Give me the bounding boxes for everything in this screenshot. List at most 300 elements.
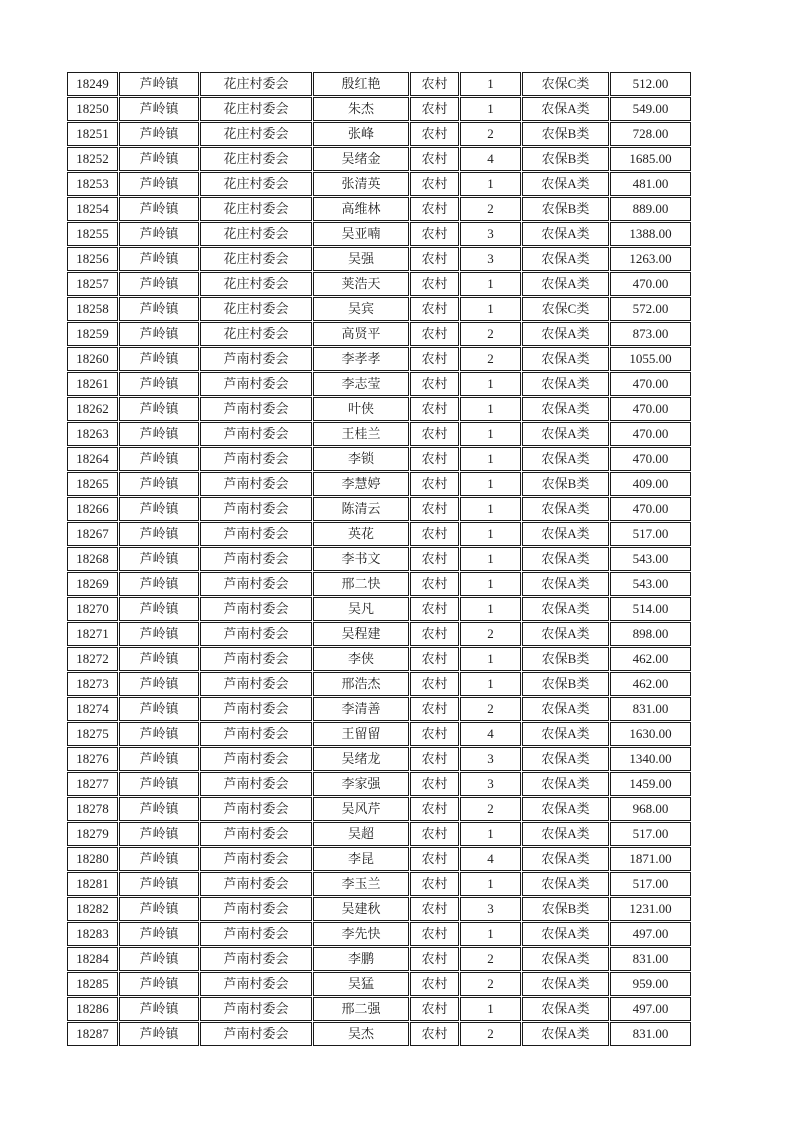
cell-village: 芦南村委会: [200, 447, 312, 471]
table-row: [67, 472, 691, 496]
table-row: [67, 697, 691, 721]
cell-name: 邢二快: [313, 572, 409, 596]
cell-name: 朱杰: [313, 97, 409, 121]
cell-name: 吴风芹: [313, 797, 409, 821]
table-row: [67, 172, 691, 196]
cell-town: 芦岭镇: [119, 297, 199, 321]
cell-name: 吴绪龙: [313, 747, 409, 771]
cell-amount: 470.00: [610, 397, 691, 421]
cell-count: 1: [460, 397, 521, 421]
cell-type: 农村: [410, 697, 459, 721]
cell-amount: 1388.00: [610, 222, 691, 246]
cell-id: 18262: [67, 397, 118, 421]
cell-type: 农村: [410, 172, 459, 196]
cell-id: 18283: [67, 922, 118, 946]
cell-id: 18280: [67, 847, 118, 871]
table-row: [67, 97, 691, 121]
cell-name: 李锁: [313, 447, 409, 471]
table-row: [67, 297, 691, 321]
cell-village: 芦南村委会: [200, 572, 312, 596]
table-row: [67, 197, 691, 221]
table-row: [67, 372, 691, 396]
cell-town: 芦岭镇: [119, 772, 199, 796]
cell-village: 芦南村委会: [200, 872, 312, 896]
cell-category: 农保A类: [522, 772, 609, 796]
cell-town: 芦岭镇: [119, 1022, 199, 1046]
cell-amount: 543.00: [610, 547, 691, 571]
cell-type: 农村: [410, 397, 459, 421]
cell-amount: 898.00: [610, 622, 691, 646]
cell-count: 1: [460, 597, 521, 621]
cell-name: 殷红艳: [313, 72, 409, 96]
cell-town: 芦岭镇: [119, 922, 199, 946]
table-row: [67, 847, 691, 871]
cell-name: 吴绪金: [313, 147, 409, 171]
cell-category: 农保A类: [522, 347, 609, 371]
cell-id: 18279: [67, 822, 118, 846]
cell-type: 农村: [410, 647, 459, 671]
table-row: [67, 397, 691, 421]
cell-type: 农村: [410, 922, 459, 946]
cell-type: 农村: [410, 147, 459, 171]
cell-id: 18257: [67, 272, 118, 296]
cell-amount: 517.00: [610, 522, 691, 546]
cell-name: 英花: [313, 522, 409, 546]
cell-town: 芦岭镇: [119, 147, 199, 171]
cell-village: 花庄村委会: [200, 197, 312, 221]
cell-amount: 512.00: [610, 72, 691, 96]
cell-id: 18250: [67, 97, 118, 121]
table-row: [67, 447, 691, 471]
cell-town: 芦岭镇: [119, 172, 199, 196]
cell-town: 芦岭镇: [119, 272, 199, 296]
table-body: [67, 72, 691, 1046]
cell-amount: 831.00: [610, 947, 691, 971]
cell-type: 农村: [410, 747, 459, 771]
cell-category: 农保A类: [522, 522, 609, 546]
cell-count: 2: [460, 947, 521, 971]
cell-amount: 1263.00: [610, 247, 691, 271]
cell-amount: 831.00: [610, 1022, 691, 1046]
cell-type: 农村: [410, 522, 459, 546]
cell-count: 1: [460, 872, 521, 896]
cell-category: 农保A类: [522, 1022, 609, 1046]
cell-town: 芦岭镇: [119, 322, 199, 346]
cell-category: 农保A类: [522, 272, 609, 296]
benefit-roster-table: [66, 71, 692, 1047]
cell-village: 花庄村委会: [200, 97, 312, 121]
cell-name: 李家强: [313, 772, 409, 796]
cell-village: 芦南村委会: [200, 422, 312, 446]
cell-amount: 572.00: [610, 297, 691, 321]
cell-village: 花庄村委会: [200, 72, 312, 96]
table-row: [67, 722, 691, 746]
cell-village: 花庄村委会: [200, 272, 312, 296]
cell-name: 张峰: [313, 122, 409, 146]
cell-name: 李书文: [313, 547, 409, 571]
table-row: [67, 247, 691, 271]
cell-village: 芦南村委会: [200, 347, 312, 371]
table-row: [67, 622, 691, 646]
cell-count: 2: [460, 347, 521, 371]
cell-count: 1: [460, 372, 521, 396]
cell-town: 芦岭镇: [119, 397, 199, 421]
cell-village: 花庄村委会: [200, 122, 312, 146]
cell-count: 1: [460, 272, 521, 296]
cell-town: 芦岭镇: [119, 222, 199, 246]
cell-type: 农村: [410, 947, 459, 971]
cell-category: 农保A类: [522, 972, 609, 996]
cell-name: 李慧婷: [313, 472, 409, 496]
cell-count: 1: [460, 547, 521, 571]
cell-town: 芦岭镇: [119, 422, 199, 446]
cell-amount: 514.00: [610, 597, 691, 621]
cell-type: 农村: [410, 97, 459, 121]
cell-category: 农保A类: [522, 247, 609, 271]
table-row: [67, 547, 691, 571]
cell-type: 农村: [410, 672, 459, 696]
cell-town: 芦岭镇: [119, 97, 199, 121]
cell-amount: 549.00: [610, 97, 691, 121]
cell-village: 芦南村委会: [200, 922, 312, 946]
cell-category: 农保A类: [522, 597, 609, 621]
cell-town: 芦岭镇: [119, 897, 199, 921]
cell-id: 18252: [67, 147, 118, 171]
cell-category: 农保B类: [522, 897, 609, 921]
cell-name: 李先快: [313, 922, 409, 946]
cell-count: 1: [460, 572, 521, 596]
table-row: [67, 997, 691, 1021]
cell-type: 农村: [410, 272, 459, 296]
cell-village: 芦南村委会: [200, 472, 312, 496]
cell-town: 芦岭镇: [119, 497, 199, 521]
cell-type: 农村: [410, 197, 459, 221]
cell-name: 陈清云: [313, 497, 409, 521]
cell-category: 农保C类: [522, 297, 609, 321]
table-row: [67, 522, 691, 546]
cell-category: 农保A类: [522, 422, 609, 446]
cell-category: 农保A类: [522, 572, 609, 596]
cell-amount: 470.00: [610, 422, 691, 446]
cell-amount: 543.00: [610, 572, 691, 596]
cell-amount: 1340.00: [610, 747, 691, 771]
cell-town: 芦岭镇: [119, 547, 199, 571]
cell-village: 花庄村委会: [200, 247, 312, 271]
table-row: [67, 72, 691, 96]
cell-count: 2: [460, 622, 521, 646]
cell-count: 2: [460, 972, 521, 996]
cell-id: 18267: [67, 522, 118, 546]
cell-name: 李清善: [313, 697, 409, 721]
cell-amount: 1459.00: [610, 772, 691, 796]
cell-amount: 889.00: [610, 197, 691, 221]
cell-id: 18259: [67, 322, 118, 346]
cell-count: 3: [460, 247, 521, 271]
cell-village: 花庄村委会: [200, 172, 312, 196]
table-row: [67, 897, 691, 921]
cell-type: 农村: [410, 447, 459, 471]
cell-name: 荚浩天: [313, 272, 409, 296]
cell-id: 18256: [67, 247, 118, 271]
cell-name: 李志莹: [313, 372, 409, 396]
cell-town: 芦岭镇: [119, 522, 199, 546]
table-row: [67, 772, 691, 796]
cell-category: 农保B类: [522, 672, 609, 696]
cell-village: 花庄村委会: [200, 322, 312, 346]
cell-category: 农保B类: [522, 122, 609, 146]
cell-town: 芦岭镇: [119, 597, 199, 621]
cell-category: 农保B类: [522, 472, 609, 496]
table-row: [67, 672, 691, 696]
cell-town: 芦岭镇: [119, 72, 199, 96]
cell-town: 芦岭镇: [119, 747, 199, 771]
cell-category: 农保A类: [522, 222, 609, 246]
cell-name: 邢二强: [313, 997, 409, 1021]
cell-category: 农保A类: [522, 172, 609, 196]
cell-name: 李孝孝: [313, 347, 409, 371]
cell-id: 18276: [67, 747, 118, 771]
cell-town: 芦岭镇: [119, 972, 199, 996]
cell-id: 18255: [67, 222, 118, 246]
cell-amount: 470.00: [610, 497, 691, 521]
cell-id: 18260: [67, 347, 118, 371]
cell-amount: 481.00: [610, 172, 691, 196]
cell-town: 芦岭镇: [119, 122, 199, 146]
cell-amount: 1231.00: [610, 897, 691, 921]
cell-amount: 873.00: [610, 322, 691, 346]
cell-category: 农保A类: [522, 372, 609, 396]
cell-village: 芦南村委会: [200, 672, 312, 696]
cell-amount: 831.00: [610, 697, 691, 721]
cell-count: 4: [460, 722, 521, 746]
cell-town: 芦岭镇: [119, 247, 199, 271]
cell-id: 18253: [67, 172, 118, 196]
cell-id: 18251: [67, 122, 118, 146]
cell-village: 芦南村委会: [200, 522, 312, 546]
cell-type: 农村: [410, 772, 459, 796]
cell-amount: 728.00: [610, 122, 691, 146]
cell-village: 芦南村委会: [200, 547, 312, 571]
cell-village: 芦南村委会: [200, 972, 312, 996]
cell-count: 1: [460, 997, 521, 1021]
cell-count: 4: [460, 847, 521, 871]
cell-town: 芦岭镇: [119, 647, 199, 671]
cell-id: 18254: [67, 197, 118, 221]
cell-count: 1: [460, 447, 521, 471]
cell-category: 农保A类: [522, 447, 609, 471]
cell-category: 农保A类: [522, 747, 609, 771]
cell-village: 花庄村委会: [200, 147, 312, 171]
cell-count: 1: [460, 497, 521, 521]
cell-name: 吴凡: [313, 597, 409, 621]
cell-type: 农村: [410, 372, 459, 396]
cell-count: 1: [460, 672, 521, 696]
cell-type: 农村: [410, 722, 459, 746]
cell-village: 芦南村委会: [200, 397, 312, 421]
cell-category: 农保A类: [522, 947, 609, 971]
cell-name: 吴杰: [313, 1022, 409, 1046]
cell-name: 吴超: [313, 822, 409, 846]
cell-town: 芦岭镇: [119, 372, 199, 396]
cell-count: 4: [460, 147, 521, 171]
cell-amount: 517.00: [610, 822, 691, 846]
cell-amount: 470.00: [610, 372, 691, 396]
cell-type: 农村: [410, 897, 459, 921]
cell-count: 2: [460, 797, 521, 821]
cell-village: 芦南村委会: [200, 622, 312, 646]
cell-town: 芦岭镇: [119, 822, 199, 846]
cell-amount: 409.00: [610, 472, 691, 496]
cell-id: 18266: [67, 497, 118, 521]
cell-id: 18287: [67, 1022, 118, 1046]
cell-amount: 959.00: [610, 972, 691, 996]
cell-id: 18286: [67, 997, 118, 1021]
cell-town: 芦岭镇: [119, 347, 199, 371]
cell-count: 1: [460, 822, 521, 846]
cell-town: 芦岭镇: [119, 797, 199, 821]
cell-id: 18271: [67, 622, 118, 646]
cell-count: 1: [460, 922, 521, 946]
cell-count: 1: [460, 522, 521, 546]
cell-name: 李侠: [313, 647, 409, 671]
cell-village: 芦南村委会: [200, 797, 312, 821]
cell-id: 18275: [67, 722, 118, 746]
cell-category: 农保A类: [522, 97, 609, 121]
cell-category: 农保A类: [522, 697, 609, 721]
table-row: [67, 972, 691, 996]
table-row: [67, 822, 691, 846]
cell-town: 芦岭镇: [119, 572, 199, 596]
cell-town: 芦岭镇: [119, 872, 199, 896]
cell-name: 张清英: [313, 172, 409, 196]
cell-town: 芦岭镇: [119, 622, 199, 646]
cell-amount: 1871.00: [610, 847, 691, 871]
cell-category: 农保B类: [522, 197, 609, 221]
cell-town: 芦岭镇: [119, 447, 199, 471]
table-row: [67, 347, 691, 371]
cell-type: 农村: [410, 822, 459, 846]
cell-amount: 462.00: [610, 672, 691, 696]
cell-id: 18264: [67, 447, 118, 471]
cell-amount: 470.00: [610, 447, 691, 471]
cell-count: 1: [460, 72, 521, 96]
cell-count: 1: [460, 472, 521, 496]
cell-amount: 497.00: [610, 922, 691, 946]
cell-category: 农保A类: [522, 722, 609, 746]
cell-count: 1: [460, 97, 521, 121]
cell-town: 芦岭镇: [119, 697, 199, 721]
cell-type: 农村: [410, 497, 459, 521]
cell-type: 农村: [410, 572, 459, 596]
cell-amount: 968.00: [610, 797, 691, 821]
cell-category: 农保A类: [522, 547, 609, 571]
cell-name: 王桂兰: [313, 422, 409, 446]
cell-type: 农村: [410, 847, 459, 871]
cell-amount: 517.00: [610, 872, 691, 896]
cell-name: 李玉兰: [313, 872, 409, 896]
cell-count: 1: [460, 172, 521, 196]
cell-type: 农村: [410, 547, 459, 571]
cell-amount: 497.00: [610, 997, 691, 1021]
cell-name: 高贤平: [313, 322, 409, 346]
table-row: [67, 747, 691, 771]
cell-id: 18258: [67, 297, 118, 321]
cell-id: 18272: [67, 647, 118, 671]
cell-village: 芦南村委会: [200, 722, 312, 746]
cell-amount: 1055.00: [610, 347, 691, 371]
cell-category: 农保A类: [522, 497, 609, 521]
cell-village: 芦南村委会: [200, 697, 312, 721]
cell-count: 3: [460, 747, 521, 771]
cell-id: 18274: [67, 697, 118, 721]
cell-town: 芦岭镇: [119, 997, 199, 1021]
table-row: [67, 947, 691, 971]
table-row: [67, 222, 691, 246]
cell-id: 18282: [67, 897, 118, 921]
cell-village: 芦南村委会: [200, 647, 312, 671]
cell-category: 农保A类: [522, 847, 609, 871]
cell-type: 农村: [410, 122, 459, 146]
cell-id: 18263: [67, 422, 118, 446]
cell-count: 1: [460, 647, 521, 671]
cell-town: 芦岭镇: [119, 847, 199, 871]
cell-type: 农村: [410, 872, 459, 896]
cell-name: 吴亚喃: [313, 222, 409, 246]
table-row: [67, 922, 691, 946]
cell-type: 农村: [410, 297, 459, 321]
cell-id: 18269: [67, 572, 118, 596]
cell-name: 邢浩杰: [313, 672, 409, 696]
table-row: [67, 497, 691, 521]
cell-type: 农村: [410, 972, 459, 996]
cell-id: 18265: [67, 472, 118, 496]
cell-id: 18285: [67, 972, 118, 996]
cell-village: 芦南村委会: [200, 897, 312, 921]
cell-type: 农村: [410, 322, 459, 346]
table-row: [67, 597, 691, 621]
table-row: [67, 422, 691, 446]
cell-type: 农村: [410, 422, 459, 446]
table-row: [67, 147, 691, 171]
cell-count: 3: [460, 222, 521, 246]
cell-amount: 470.00: [610, 272, 691, 296]
cell-category: 农保C类: [522, 72, 609, 96]
cell-type: 农村: [410, 347, 459, 371]
table-row: [67, 1022, 691, 1046]
cell-id: 18281: [67, 872, 118, 896]
cell-village: 芦南村委会: [200, 497, 312, 521]
cell-count: 1: [460, 297, 521, 321]
cell-count: 3: [460, 897, 521, 921]
cell-id: 18270: [67, 597, 118, 621]
cell-count: 2: [460, 322, 521, 346]
table-row: [67, 872, 691, 896]
cell-village: 芦南村委会: [200, 822, 312, 846]
cell-category: 农保A类: [522, 997, 609, 1021]
cell-category: 农保A类: [522, 622, 609, 646]
table-row: [67, 272, 691, 296]
cell-village: 芦南村委会: [200, 847, 312, 871]
cell-village: 芦南村委会: [200, 772, 312, 796]
table-row: [67, 572, 691, 596]
cell-amount: 1630.00: [610, 722, 691, 746]
cell-type: 农村: [410, 597, 459, 621]
cell-type: 农村: [410, 472, 459, 496]
cell-name: 王留留: [313, 722, 409, 746]
cell-category: 农保A类: [522, 797, 609, 821]
cell-village: 芦南村委会: [200, 597, 312, 621]
cell-count: 2: [460, 197, 521, 221]
